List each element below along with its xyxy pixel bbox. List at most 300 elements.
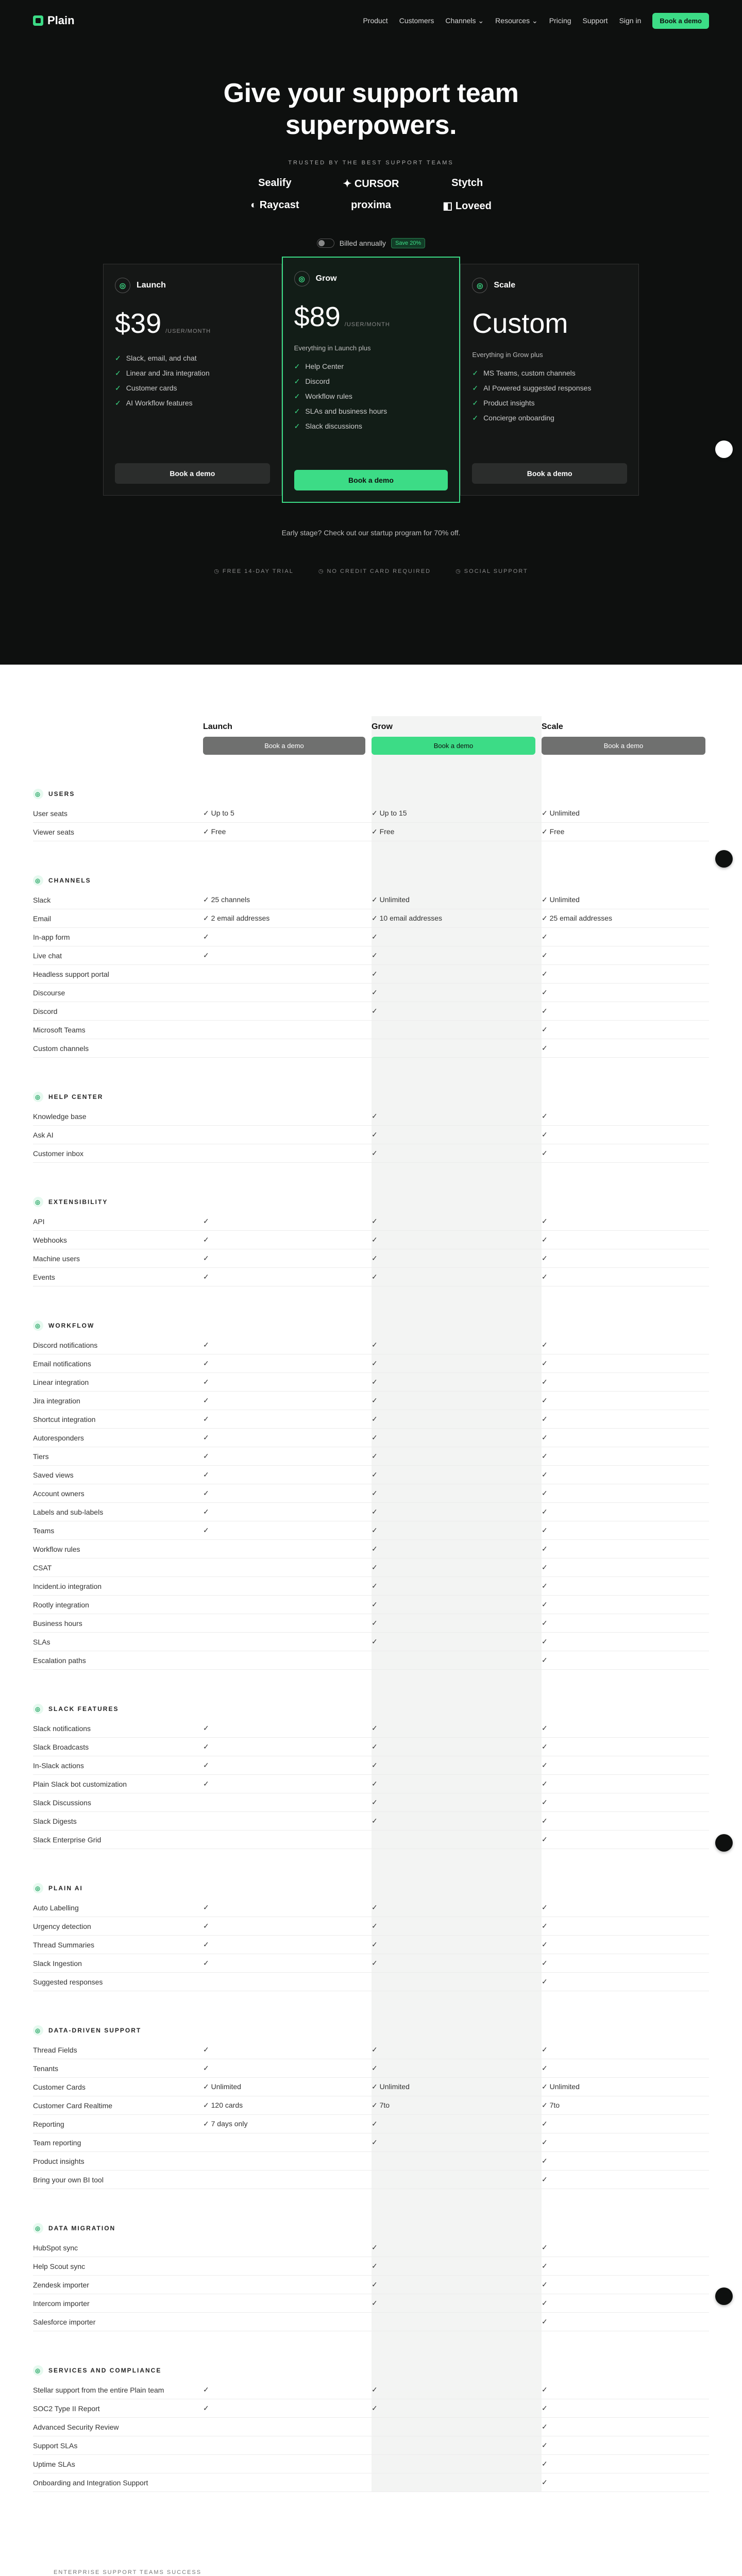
row-label: Tenants	[33, 2064, 59, 2073]
table-row	[33, 2078, 709, 2096]
row-value: ✓	[372, 1217, 378, 1225]
row-value: ✓	[372, 1130, 378, 1139]
section-channels	[33, 870, 709, 1058]
row-value: ✓	[542, 2157, 548, 2165]
perks	[0, 568, 742, 641]
plan-feature: ✓ Concierge onboarding	[472, 411, 627, 426]
row-value: ✓	[542, 1235, 548, 1244]
row-value: ✓ Free	[542, 827, 565, 836]
row-value: ✓	[542, 970, 548, 978]
row-value: ✓	[542, 2299, 548, 2307]
row-value: ✓	[542, 1600, 548, 1608]
row-value: ✓	[542, 2262, 548, 2270]
row-value: ✓	[372, 2385, 378, 2394]
section-icon: ◎	[33, 2365, 43, 2376]
section-icon: ◎	[33, 875, 43, 886]
table-row	[33, 909, 709, 928]
plan-feature: ✓ Help Center	[294, 359, 448, 374]
row-value: ✓	[203, 1922, 209, 1930]
section-title	[33, 1699, 709, 1719]
row-value: ✓	[203, 951, 209, 959]
plan-feature: ✓ Slack discussions	[294, 419, 448, 434]
row-value: ✓	[542, 1130, 548, 1139]
row-value: ✓	[542, 1470, 548, 1479]
row-value: ✓	[542, 2404, 548, 2412]
column-title: Scale	[542, 722, 563, 731]
row-value: ✓ 25 email addresses	[542, 914, 613, 922]
plan-feature: ✓ Slack, email, and chat	[115, 351, 270, 366]
row-label: Discourse	[33, 988, 65, 997]
row-value: ✓	[372, 1545, 378, 1553]
nav-link[interactable]: Channels ⌄	[445, 16, 484, 25]
row-label: Account owners	[33, 1489, 85, 1498]
hero-section	[0, 0, 742, 665]
row-value: ✓	[542, 1798, 548, 1806]
chat-bubble[interactable]	[715, 1834, 733, 1852]
row-value: ✓	[203, 1489, 209, 1497]
customer-logo: Sealify	[258, 177, 292, 189]
row-value: ✓	[542, 2243, 548, 2251]
row-value: ✓	[203, 1273, 209, 1281]
row-value: ✓	[372, 1563, 378, 1571]
row-value: ✓ 7to	[542, 2101, 560, 2109]
row-label: Linear integration	[33, 1378, 89, 1386]
row-value: ✓	[372, 951, 378, 959]
section-data-migration	[33, 2218, 709, 2331]
row-value: ✓ 2 email addresses	[203, 914, 270, 922]
plan-feature: ✓ Customer cards	[115, 381, 270, 396]
row-value: ✓	[542, 1656, 548, 1664]
row-value: ✓ Free	[372, 827, 395, 836]
row-label: Slack Discussions	[33, 1798, 91, 1807]
row-label: Microsoft Teams	[33, 1025, 86, 1034]
row-value: ✓ Free	[203, 827, 226, 836]
row-label: Customer Card Realtime	[33, 2101, 113, 2110]
table-row	[33, 1336, 709, 1354]
nav-link[interactable]: Pricing	[549, 16, 571, 25]
nav-link[interactable]: Sign in	[619, 16, 642, 25]
table-row	[33, 891, 709, 909]
table-row	[33, 2381, 709, 2399]
table-row	[33, 1249, 709, 1268]
row-value: ✓	[372, 2404, 378, 2412]
row-value: ✓	[372, 1396, 378, 1404]
save-badge: Save 20%	[391, 238, 425, 248]
row-label: Salesforce importer	[33, 2317, 96, 2326]
row-value: ✓	[372, 1254, 378, 1262]
plan-card-grow	[282, 257, 461, 503]
customer-logo: ◐ Raycast	[250, 199, 299, 211]
section-icon: ◎	[33, 1704, 43, 1714]
table-row	[33, 2133, 709, 2152]
row-value: ✓	[542, 1922, 548, 1930]
row-label: Autoresponders	[33, 1433, 84, 1442]
section-label: DATA-DRIVEN SUPPORT	[48, 2027, 142, 2034]
row-value: ✓	[372, 2138, 378, 2146]
row-label: Viewer seats	[33, 827, 74, 836]
row-label: Slack Broadcasts	[33, 1742, 89, 1751]
row-label: Saved views	[33, 1470, 74, 1479]
pricing-plans	[103, 264, 639, 503]
section-label: WORKFLOW	[48, 1322, 95, 1329]
row-value: ✓	[542, 2045, 548, 2054]
row-value: ✓	[542, 1507, 548, 1516]
row-label: Bring your own BI tool	[33, 2175, 104, 2184]
row-value: ✓	[203, 1254, 209, 1262]
plan-icon: ◎	[294, 271, 310, 286]
table-row	[33, 946, 709, 965]
plan-features	[472, 366, 627, 426]
row-value: ✓	[542, 1940, 548, 1948]
hero-title: Give your support team superpowers.	[223, 78, 519, 140]
table-row	[33, 2436, 709, 2455]
row-label: Email	[33, 914, 52, 923]
row-label: Reporting	[33, 2120, 64, 2128]
billing-toggle[interactable]	[317, 239, 334, 248]
table-row	[33, 1558, 709, 1577]
nav-links	[363, 13, 709, 29]
row-value: ✓	[542, 2138, 548, 2146]
row-label: Advanced Security Review	[33, 2422, 119, 2431]
section-label: PLAIN AI	[48, 1885, 83, 1892]
column-demo-button[interactable]: Book a demo	[542, 737, 705, 755]
row-value: ✓ 10 email addresses	[372, 914, 443, 922]
row-value: ✓	[542, 2120, 548, 2128]
row-value: ✓	[203, 933, 209, 941]
plan-feature: ✓ Discord	[294, 374, 448, 389]
row-value: ✓	[372, 2262, 378, 2270]
row-value: ✓	[372, 2280, 378, 2289]
section-slack-features	[33, 1699, 709, 1849]
table-row	[33, 2399, 709, 2418]
row-value: ✓	[372, 1582, 378, 1590]
logo-text: Plain	[47, 14, 75, 27]
row-value: ✓	[203, 2385, 209, 2394]
row-value: ✓	[372, 1959, 378, 1967]
row-value: ✓ 25 channels	[203, 895, 250, 904]
row-value: ✓	[372, 1637, 378, 1646]
column-title: Launch	[203, 722, 232, 731]
row-value: ✓	[203, 1742, 209, 1751]
plan-feature: ✓ Linear and Jira integration	[115, 366, 270, 381]
table-row	[33, 1596, 709, 1614]
table-row	[33, 2418, 709, 2436]
row-value: ✓	[542, 988, 548, 996]
row-value: ✓	[203, 1452, 209, 1460]
row-value: ✓	[203, 1359, 209, 1367]
logo[interactable]	[33, 14, 75, 27]
row-label: Workflow rules	[33, 1545, 80, 1553]
row-value: ✓	[203, 1396, 209, 1404]
row-value: ✓	[542, 2064, 548, 2072]
row-label: Slack	[33, 895, 51, 904]
table-row	[33, 2294, 709, 2313]
row-value: ✓	[372, 1742, 378, 1751]
section-plain-ai	[33, 1878, 709, 1991]
row-value: ✓	[372, 1235, 378, 1244]
row-value: ✓	[203, 1217, 209, 1225]
row-value: ✓	[372, 1507, 378, 1516]
row-value: ✓	[542, 2385, 548, 2394]
row-value: ✓ Up to 15	[372, 809, 407, 817]
customer-logos	[227, 177, 515, 212]
price-value: $89	[294, 301, 341, 332]
row-label: Jira integration	[33, 1396, 80, 1405]
table-row	[33, 1392, 709, 1410]
row-value: ✓	[542, 1217, 548, 1225]
section-users	[33, 784, 709, 841]
row-label: CSAT	[33, 1563, 52, 1572]
row-value: ✓	[542, 1433, 548, 1442]
nav-demo-button[interactable]: Book a demo	[652, 13, 709, 29]
perk: ◷ FREE 14-DAY TRIAL	[214, 568, 294, 574]
table-row	[33, 2257, 709, 2276]
comparison-table	[0, 665, 742, 2533]
plan-demo-button[interactable]: Book a demo	[115, 463, 270, 484]
column-header-launch	[203, 716, 372, 755]
table-row	[33, 1429, 709, 1447]
table-row	[33, 1212, 709, 1231]
table-row	[33, 2171, 709, 2189]
plan-subtitle: Everything in Launch plus	[294, 344, 371, 352]
testimonials-kicker: ENTERPRISE SUPPORT TEAMS SUCCESS	[54, 2569, 202, 2575]
row-value: ✓	[542, 1149, 548, 1157]
row-value: ✓	[542, 1761, 548, 1769]
table-row	[33, 1831, 709, 1849]
table-row	[33, 1021, 709, 1039]
section-title	[33, 870, 709, 891]
row-value: ✓	[372, 2120, 378, 2128]
table-row	[33, 1614, 709, 1633]
table-row	[33, 1354, 709, 1373]
row-label: Uptime SLAs	[33, 2460, 75, 2468]
row-value: ✓	[372, 1903, 378, 1911]
section-workflow	[33, 1315, 709, 1670]
row-value: ✓	[203, 1724, 209, 1732]
row-value: ✓	[542, 2280, 548, 2289]
plan-demo-button[interactable]: Book a demo	[294, 470, 448, 490]
table-row	[33, 2096, 709, 2115]
row-value: ✓	[372, 1433, 378, 1442]
row-label: Thread Fields	[33, 2045, 77, 2054]
table-row	[33, 1484, 709, 1503]
row-value: ✓	[542, 2317, 548, 2326]
section-label: SLACK FEATURES	[48, 1705, 119, 1713]
row-value: ✓	[542, 2422, 548, 2431]
row-value: ✓	[203, 1415, 209, 1423]
column-title: Grow	[372, 722, 393, 731]
plan-icon: ◎	[115, 278, 130, 293]
row-label: Custom channels	[33, 1044, 89, 1053]
row-label: Intercom importer	[33, 2299, 90, 2308]
row-value: ✓	[203, 1378, 209, 1386]
row-label: Discord notifications	[33, 1341, 98, 1349]
row-label: Zendesk importer	[33, 2280, 89, 2289]
row-value: ✓	[542, 2478, 548, 2486]
row-value: ✓	[542, 1452, 548, 1460]
section-icon: ◎	[33, 2025, 43, 2036]
table-row	[33, 2455, 709, 2473]
row-label: Slack Ingestion	[33, 1959, 82, 1968]
row-value: ✓	[372, 1489, 378, 1497]
row-label: Thread Summaries	[33, 1940, 95, 1949]
row-value: ✓	[372, 2299, 378, 2307]
section-icon: ◎	[33, 1320, 43, 1331]
row-value: ✓	[372, 1761, 378, 1769]
table-row	[33, 1503, 709, 1521]
row-value: ✓	[203, 1903, 209, 1911]
row-value: ✓ 7 days only	[203, 2120, 248, 2128]
section-help-center	[33, 1087, 709, 1163]
plan-feature: ✓ AI Workflow features	[115, 396, 270, 411]
row-label: Customer Cards	[33, 2082, 86, 2091]
row-value: ✓	[542, 1378, 548, 1386]
row-label: Ask AI	[33, 1130, 54, 1139]
row-value: ✓	[542, 1780, 548, 1788]
table-row	[33, 1756, 709, 1775]
row-value: ✓	[203, 2064, 209, 2072]
row-value: ✓	[542, 951, 548, 959]
nav-link[interactable]: Support	[582, 16, 608, 25]
column-header-grow	[372, 716, 542, 755]
plan-features	[115, 351, 270, 411]
price-value: $39	[115, 308, 162, 339]
row-value: ✓	[372, 1273, 378, 1281]
chat-bubble[interactable]	[715, 850, 733, 868]
row-value: ✓	[372, 1526, 378, 1534]
plan-feature: ✓ Workflow rules	[294, 389, 448, 404]
billing-label: Billed annually	[339, 239, 386, 247]
nav-link[interactable]: Product	[363, 16, 388, 25]
row-value: ✓ 7to	[372, 2101, 390, 2109]
row-value: ✓	[203, 1761, 209, 1769]
nav-link[interactable]: Resources ⌄	[495, 16, 538, 25]
row-label: Teams	[33, 1526, 55, 1535]
row-value: ✓	[542, 1903, 548, 1911]
row-value: ✓ Unlimited	[203, 2082, 241, 2091]
plan-icon: ◎	[472, 278, 487, 293]
row-value: ✓	[542, 1359, 548, 1367]
row-value: ✓	[372, 1149, 378, 1157]
section-title	[33, 1315, 709, 1336]
plan-header	[294, 271, 448, 286]
row-label: Customer inbox	[33, 1149, 84, 1158]
table-row	[33, 2473, 709, 2492]
section-services-and-compliance	[33, 2360, 709, 2492]
row-label: Headless support portal	[33, 970, 109, 978]
section-label: HELP CENTER	[48, 1093, 104, 1100]
testimonials-section	[0, 2533, 742, 2576]
row-value: ✓	[542, 1254, 548, 1262]
row-value: ✓ Up to 5	[203, 809, 234, 817]
row-label: Webhooks	[33, 1235, 67, 1244]
table-row	[33, 984, 709, 1002]
row-value: ✓	[372, 1341, 378, 1349]
nav-link[interactable]: Customers	[399, 16, 434, 25]
row-value: ✓	[372, 1798, 378, 1806]
table-row	[33, 1899, 709, 1917]
table-row	[33, 1231, 709, 1249]
row-value: ✓	[542, 1817, 548, 1825]
row-value: ✓	[203, 1433, 209, 1442]
row-label: SOC2 Type II Report	[33, 2404, 100, 2413]
logo-icon	[33, 15, 43, 26]
row-label: Help Scout sync	[33, 2262, 86, 2270]
row-label: Email notifications	[33, 1359, 91, 1368]
row-value: ✓	[542, 1025, 548, 1033]
table-row	[33, 1738, 709, 1756]
column-demo-button[interactable]: Book a demo	[372, 737, 535, 755]
plan-price	[472, 308, 627, 340]
section-title	[33, 1192, 709, 1212]
section-label: USERS	[48, 790, 75, 798]
plan-feature: ✓ SLAs and business hours	[294, 404, 448, 419]
section-title	[33, 784, 709, 804]
row-value: ✓ Unlimited	[542, 809, 580, 817]
row-value: ✓	[542, 1742, 548, 1751]
perk: ◷ NO CREDIT CARD REQUIRED	[318, 568, 431, 574]
row-value: ✓	[542, 933, 548, 941]
table-row	[33, 1447, 709, 1466]
plan-header	[472, 278, 627, 293]
table-row	[33, 1107, 709, 1126]
section-label: SERVICES AND COMPLIANCE	[48, 2367, 162, 2374]
table-row	[33, 965, 709, 984]
table-row	[33, 2276, 709, 2294]
row-value: ✓	[372, 1378, 378, 1386]
plan-demo-button[interactable]: Book a demo	[472, 463, 627, 484]
section-label: DATA MIGRATION	[48, 2225, 116, 2232]
table-row	[33, 1954, 709, 1973]
plan-feature: ✓ MS Teams, custom channels	[472, 366, 627, 381]
row-value: ✓	[542, 1415, 548, 1423]
row-value: ✓	[372, 1415, 378, 1423]
column-demo-button[interactable]: Book a demo	[203, 737, 365, 755]
chat-bubble[interactable]	[715, 2287, 733, 2305]
row-value: ✓	[372, 2064, 378, 2072]
row-label: Tiers	[33, 1452, 49, 1461]
row-value: ✓ Unlimited	[372, 2082, 410, 2091]
row-value: ✓	[203, 1959, 209, 1967]
row-value: ✓	[372, 970, 378, 978]
section-icon: ◎	[33, 1092, 43, 1102]
customer-logo: Stytch	[451, 177, 483, 189]
section-title	[33, 2020, 709, 2041]
table-row	[33, 1577, 709, 1596]
row-value: ✓	[372, 2243, 378, 2251]
table-row	[33, 2152, 709, 2171]
customer-logo: ✦ CURSOR	[343, 178, 399, 190]
table-row	[33, 928, 709, 946]
row-value: ✓	[203, 1780, 209, 1788]
row-value: ✓	[203, 1235, 209, 1244]
section-icon: ◎	[33, 2223, 43, 2233]
section-icon: ◎	[33, 1197, 43, 1207]
row-label: API	[33, 1217, 45, 1226]
row-value: ✓	[203, 1526, 209, 1534]
row-label: Plain Slack bot customization	[33, 1780, 127, 1788]
startup-note[interactable]: Early stage? Check out our startup program for 70% off.	[281, 529, 461, 537]
plan-name: Grow	[315, 274, 337, 283]
plan-feature: ✓ AI Powered suggested responses	[472, 381, 627, 396]
chat-bubble[interactable]	[715, 440, 733, 458]
billing-toggle-row	[0, 238, 742, 248]
row-value: ✓	[203, 1470, 209, 1479]
plan-card-scale	[460, 264, 639, 496]
row-label: Product insights	[33, 2157, 85, 2165]
row-label: Support SLAs	[33, 2441, 78, 2450]
table-row	[33, 2313, 709, 2331]
